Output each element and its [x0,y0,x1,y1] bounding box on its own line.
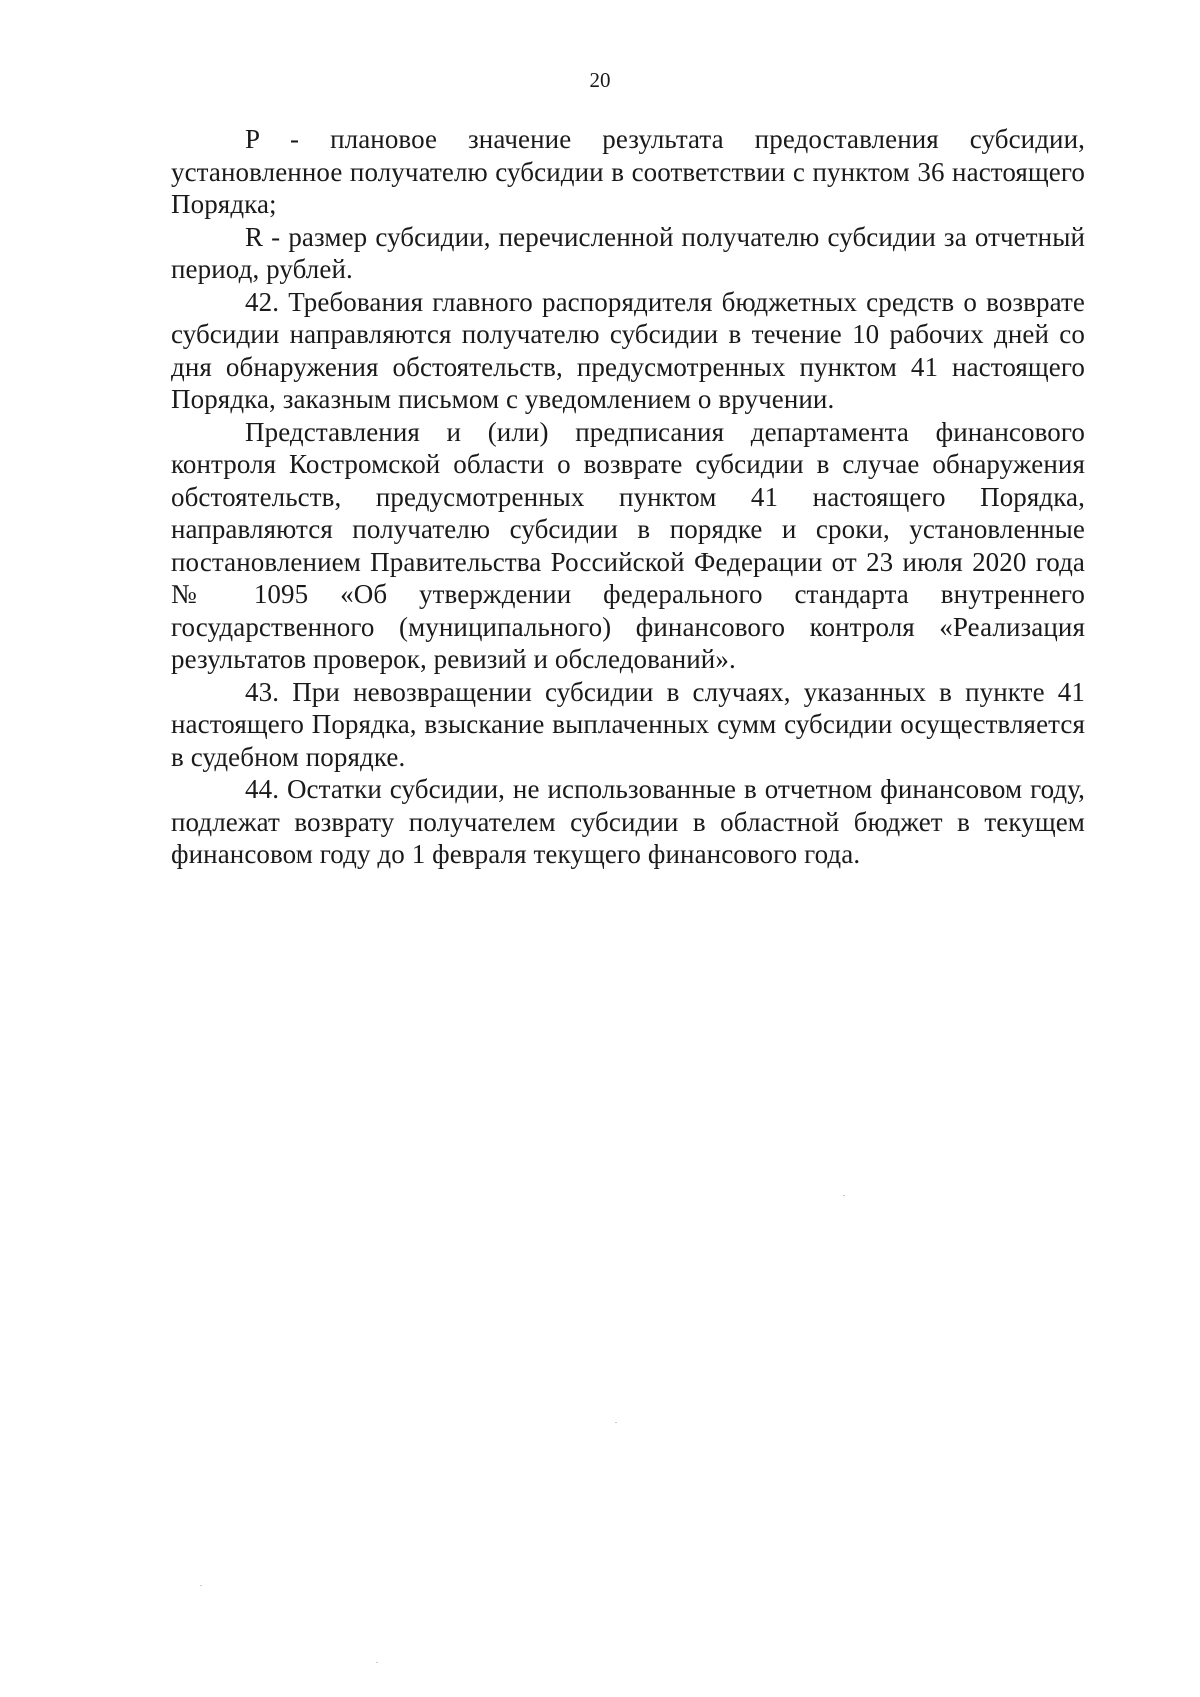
paragraph-control-notices: Представления и (или) предписания департамента финансового контроля Костромской области о возврате субсидии в случае обнаружения обстоятельств, предусмотренных пунктом 41 настоящего Порядка, направляются получателю субсидии в порядке и сроки, установленные постановлением Правительства Российской Федерации от 23 июля 2020 года № 1095 «Об утверждении федерального стандарта внутреннего государственного (муниципального) финансового контроля «Реализация результатов проверок, ревизий и обследований». [171,416,1085,674]
scan-speck [843,1195,845,1196]
paragraph-p-definition: P - плановое значение результата предоставления субсидии, установленное получателю субсидии в соответствии с пунктом 36 настоящего Порядка; [171,124,1085,219]
paragraph-42: 42. Требования главного распорядителя бюджетных средств о возврате субсидии направляются получателю субсидии в течение 10 рабочих дней со дня обнаружения обстоятельств, предусмотренных пунктом 41 настоящего Порядка, заказным письмом с уведомлением о вручении. [171,286,1085,414]
paragraph-43: 43. При невозвращении субсидии в случаях, указанных в пункте 41 настоящего Порядка, взыскание выплаченных сумм субсидии осуществляется в судебном порядке. [171,676,1085,772]
paragraph-r-definition: R - размер субсидии, перечисленной получателю субсидии за отчетный период, рублей. [171,221,1085,284]
document-body [171,123,1085,871]
scan-speck [376,1662,378,1663]
scan-speck [615,1422,617,1423]
paragraph-44: 44. Остатки субсидии, не использованные в отчетном финансовом году, подлежат возврату получателем субсидии в областной бюджет в текущем финансовом году до 1 февраля текущего финансового года. [171,774,1085,869]
page-number: 20 [589,68,611,92]
scan-speck [200,1585,202,1586]
